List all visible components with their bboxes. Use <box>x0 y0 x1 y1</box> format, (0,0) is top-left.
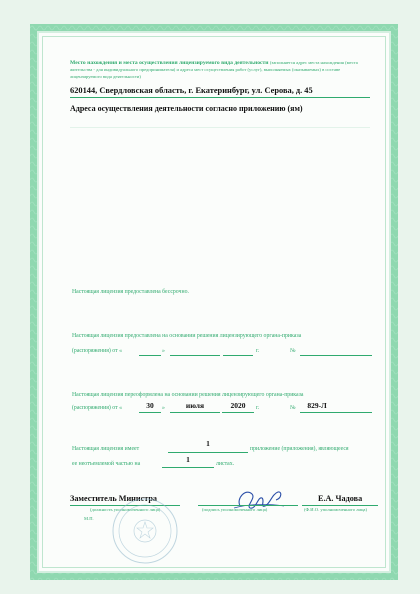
reissued-day: 30 <box>146 401 154 410</box>
reissued-year-line <box>222 412 254 413</box>
reissued-year: 2020 <box>230 401 246 410</box>
reissued-text-line2: (распоряжения) от « <box>72 405 122 411</box>
reissued-day-line <box>139 412 161 413</box>
reissued-month-line <box>170 412 220 413</box>
appendix-sheets-line <box>162 467 214 468</box>
name-line <box>302 505 378 506</box>
appendix-count: 1 <box>206 439 210 448</box>
signer-name: Е.А. Чадова <box>318 494 363 503</box>
reissued-number-line <box>300 412 372 413</box>
granted-quote-close: » <box>162 348 165 354</box>
granted-year-suffix: г. <box>256 348 260 354</box>
location-label: Место нахождения и места осуществления лицензируемого вида деятельности (заполняется адрес места нахождения (места жительства - для индивидуального предпринимателя) и адреса мест осуществления работ (услуг), выполняемых (оказываемых) в составе лицензируемого вида деятельности) <box>70 60 358 79</box>
signature-line <box>198 505 298 506</box>
blank-line-1 <box>70 127 370 128</box>
stamp-label: М.П. <box>84 516 94 521</box>
appendix-line2-suffix: листах. <box>216 461 235 467</box>
reissued-number: 829-Л <box>307 401 327 410</box>
activity-places-text: Адреса осуществления деятельности согласно приложению (ям) <box>70 104 303 113</box>
reissued-quote-close: » <box>162 405 165 411</box>
granted-text-line1: Настоящая лицензия предоставлена на основании решения лицензирующего органа-приказа <box>72 333 302 339</box>
appendix-count-line <box>168 452 248 453</box>
appendix-text-prefix: Настоящая лицензия имеет <box>72 446 140 452</box>
granted-day-line <box>139 355 161 356</box>
reissued-year-suffix: г. <box>256 405 260 411</box>
location-note: (заполняется адрес места нахождения (места жительства - для индивидуального предпринимателя) и адреса мест осуществления работ (услуг), выполняемых (оказываемых) в составе лицензируемого вида деятельности) <box>70 60 358 79</box>
reissued-month: июля <box>185 401 205 410</box>
granted-year-line <box>223 355 253 356</box>
address-underline <box>70 97 370 98</box>
granted-number-line <box>300 355 372 356</box>
appendix-line2-prefix: ее неотъемлемой частью на <box>72 461 141 467</box>
granted-number-label: № <box>290 348 296 354</box>
reissued-number-label: № <box>290 405 296 411</box>
name-caption: (Ф.И.О. уполномоченного лица) <box>304 507 367 512</box>
reissued-text-line1: Настоящая лицензия переоформлена на основании решения лицензирующего органа-приказа <box>72 392 304 398</box>
address-text: 620144, Свердловская область, г. Екатеринбург, ул. Серова, д. 45 <box>70 86 313 95</box>
signer-position: Заместитель Министра <box>70 494 158 503</box>
official-stamp <box>110 496 180 566</box>
appendix-sheets: 1 <box>186 455 190 464</box>
granted-month-line <box>170 355 220 356</box>
signature-caption: (подпись уполномоченного лица) <box>202 507 268 512</box>
position-caption: (должность уполномоченного лица) <box>90 507 161 512</box>
granted-text-line2: (распоряжения) от « <box>72 348 122 354</box>
appendix-text-suffix: приложение (приложения), являющееся <box>250 446 349 452</box>
unlimited-text: Настоящая лицензия предоставлена бессрочно. <box>72 289 189 295</box>
